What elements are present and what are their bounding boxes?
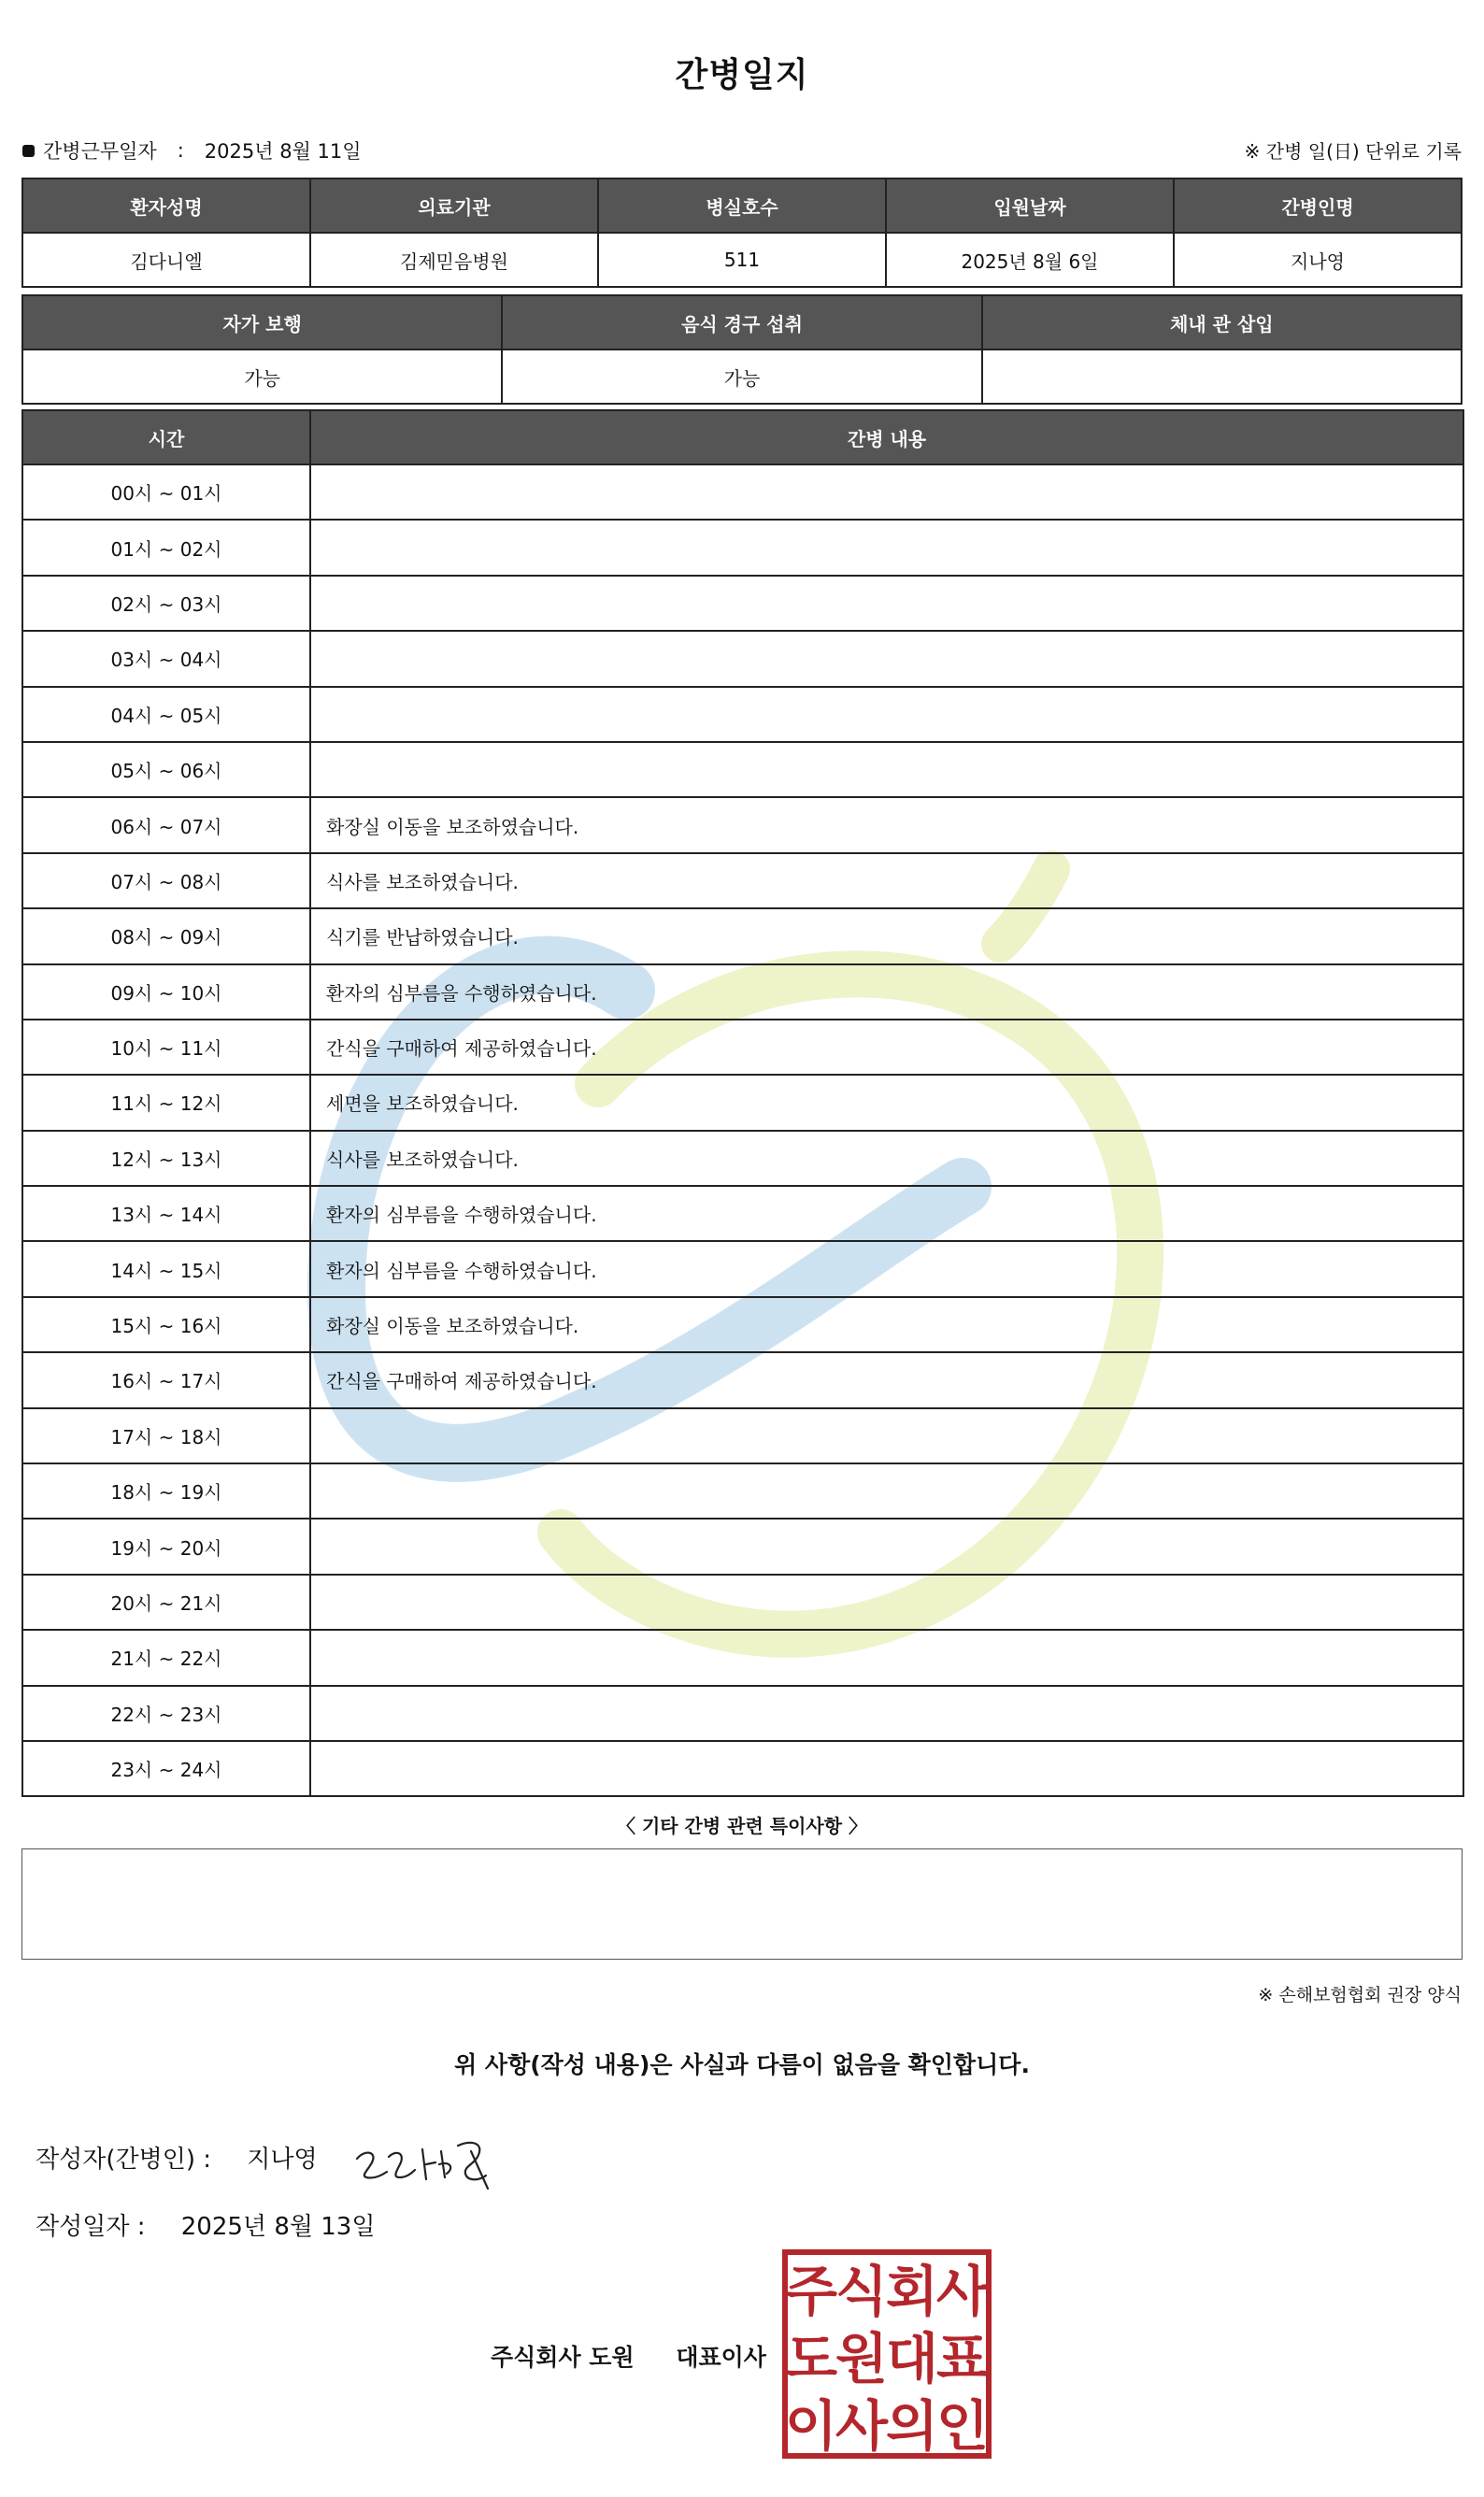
seal-character: 인 [935,2394,990,2458]
schedule-time-cell: 23시 ~ 24시 [22,1741,310,1796]
schedule-row [22,1741,1463,1796]
schedule-row [22,631,1463,686]
schedule-content-cell [310,742,1463,797]
schedule-row [22,964,1463,1020]
schedule-time-cell: 00시 ~ 01시 [22,464,310,520]
schedule-content-cell: 간식을 구매하여 제공하였습니다. [310,1352,1463,1407]
schedule-time-cell: 22시 ~ 23시 [22,1686,310,1741]
form-note: ※ 손해보험협회 권장 양식 [1258,1985,1462,2005]
work-date-label: 간병근무일자 [43,140,157,163]
header-hospital: 의료기관 [310,178,598,233]
schedule-time-cell: 06시 ~ 07시 [22,797,310,852]
seal-character: 식 [835,2260,889,2323]
schedule-row [22,1241,1463,1296]
schedule-time-cell: 09시 ~ 10시 [22,964,310,1020]
writer-name: 지나영 [247,2146,318,2174]
header-time: 시간 [22,410,310,464]
schedule-row [22,1575,1463,1630]
admission-date: 2025년 8월 6일 [886,233,1174,287]
schedule-time-cell: 11시 ~ 12시 [22,1075,310,1130]
schedule-content-cell [310,1463,1463,1519]
header-admission-date: 입원날짜 [886,178,1174,233]
schedule-time-cell: 14시 ~ 15시 [22,1241,310,1296]
schedule-content-cell [310,520,1463,575]
writer-row [36,2140,318,2175]
writer-label: 작성자(간병인) : [36,2146,212,2174]
care-schedule-table [21,409,1464,1797]
self-walking-value: 가능 [22,350,502,404]
seal-glyphs [785,2260,990,2458]
seal-character: 표 [935,2327,990,2390]
schedule-content-cell: 화장실 이동을 보조하였습니다. [310,1297,1463,1352]
schedule-row [22,742,1463,797]
seal-character: 주 [784,2260,838,2323]
schedule-row [22,1297,1463,1352]
schedule-time-cell: 19시 ~ 20시 [22,1519,310,1574]
work-date-value: 2025년 8월 11일 [204,140,362,163]
schedule-time-cell: 16시 ~ 17시 [22,1352,310,1407]
schedule-row [22,1020,1463,1075]
schedule-content-cell [310,1408,1463,1463]
schedule-content-cell: 세면을 보조하였습니다. [310,1075,1463,1130]
schedule-row [22,1408,1463,1463]
schedule-row [22,1352,1463,1407]
schedule-content-cell [310,1686,1463,1741]
schedule-row [22,1131,1463,1186]
schedule-content-cell: 식기를 반납하였습니다. [310,908,1463,963]
schedule-content-cell [310,576,1463,631]
schedule-row [22,1186,1463,1241]
schedule-row [22,520,1463,575]
schedule-row [22,1686,1463,1741]
schedule-time-cell: 21시 ~ 22시 [22,1630,310,1685]
page-title: 간병일지 [675,56,809,94]
schedule-content-cell: 간식을 구매하여 제공하였습니다. [310,1020,1463,1075]
schedule-row [22,1519,1463,1574]
schedule-row [22,1630,1463,1685]
schedule-content-cell: 환자의 심부름을 수행하였습니다. [310,964,1463,1020]
hospital-name: 김제믿음병원 [310,233,598,287]
schedule-time-cell: 15시 ~ 16시 [22,1297,310,1352]
schedule-row [22,576,1463,631]
company-seal-stamp [781,2248,992,2460]
special-notes-title: 〈 기타 간병 관련 특이사항 〉 [616,1815,867,1837]
patient-status-table [21,294,1463,405]
work-date-colon: : [177,139,184,162]
seal-character: 대 [885,2327,939,2390]
special-notes-box [21,1848,1463,1960]
schedule-time-cell: 04시 ~ 05시 [22,687,310,742]
work-date-row [22,136,362,164]
header-room: 병실호수 [598,178,886,233]
patient-name: 김다니엘 [22,233,310,287]
seal-character: 회 [885,2260,939,2323]
written-date-value: 2025년 8월 13일 [180,2213,376,2241]
seal-character: 사 [835,2394,889,2458]
schedule-content-cell: 환자의 심부름을 수행하였습니다. [310,1186,1463,1241]
schedule-time-cell: 05시 ~ 06시 [22,742,310,797]
schedule-row [22,687,1463,742]
written-date-row [36,2207,375,2242]
schedule-time-cell: 13시 ~ 14시 [22,1186,310,1241]
handwritten-signature [346,2123,514,2193]
schedule-content-cell: 식사를 보조하였습니다. [310,1131,1463,1186]
schedule-content-cell [310,1630,1463,1685]
schedule-content-cell: 식사를 보조하였습니다. [310,853,1463,908]
header-caregiver-name: 간병인명 [1174,178,1462,233]
header-care-content: 간병 내용 [310,410,1463,464]
schedule-row [22,1075,1463,1130]
schedule-body [22,464,1463,1796]
header-patient-name: 환자성명 [22,178,310,233]
patient-info-table [21,178,1463,288]
schedule-row [22,797,1463,852]
schedule-time-cell: 10시 ~ 11시 [22,1020,310,1075]
schedule-time-cell: 07시 ~ 08시 [22,853,310,908]
schedule-time-cell: 20시 ~ 21시 [22,1575,310,1630]
header-oral-intake: 음식 경구 섭취 [502,295,981,350]
seal-character: 사 [935,2260,990,2323]
confirmation-statement: 위 사항(작성 내용)은 사실과 다름이 없음을 확인합니다. [454,2051,1030,2078]
oral-intake-value: 가능 [502,350,981,404]
schedule-content-cell [310,687,1463,742]
header-self-walking: 자가 보행 [22,295,502,350]
company-ceo-title: 대표이사 [676,2344,766,2371]
tube-insertion-value [982,350,1462,404]
schedule-time-cell: 01시 ~ 02시 [22,520,310,575]
schedule-time-cell: 08시 ~ 09시 [22,908,310,963]
schedule-time-cell: 02시 ~ 03시 [22,576,310,631]
schedule-content-cell: 환자의 심부름을 수행하였습니다. [310,1241,1463,1296]
seal-character: 의 [885,2394,939,2458]
record-note: ※ 간병 일(日) 단위로 기록 [1244,140,1462,163]
seal-character: 원 [835,2327,889,2390]
schedule-content-cell [310,1741,1463,1796]
schedule-content-cell [310,631,1463,686]
schedule-time-cell: 03시 ~ 04시 [22,631,310,686]
schedule-row [22,853,1463,908]
schedule-content-cell [310,1519,1463,1574]
seal-character: 이 [784,2394,838,2458]
schedule-time-cell: 18시 ~ 19시 [22,1463,310,1519]
header-tube-insertion: 체내 관 삽입 [982,295,1462,350]
schedule-row [22,464,1463,520]
schedule-row [22,1463,1463,1519]
bullet-square-icon [22,145,35,157]
schedule-time-cell: 17시 ~ 18시 [22,1408,310,1463]
room-number: 511 [598,233,886,287]
schedule-content-cell [310,464,1463,520]
seal-character: 도 [784,2327,838,2390]
schedule-content-cell: 화장실 이동을 보조하였습니다. [310,797,1463,852]
company-row [491,2339,766,2373]
caregiver-name: 지나영 [1174,233,1462,287]
schedule-row [22,908,1463,963]
written-date-label: 작성일자 : [36,2213,146,2241]
company-name: 주식회사 도원 [491,2344,635,2371]
schedule-content-cell [310,1575,1463,1630]
schedule-time-cell: 12시 ~ 13시 [22,1131,310,1186]
